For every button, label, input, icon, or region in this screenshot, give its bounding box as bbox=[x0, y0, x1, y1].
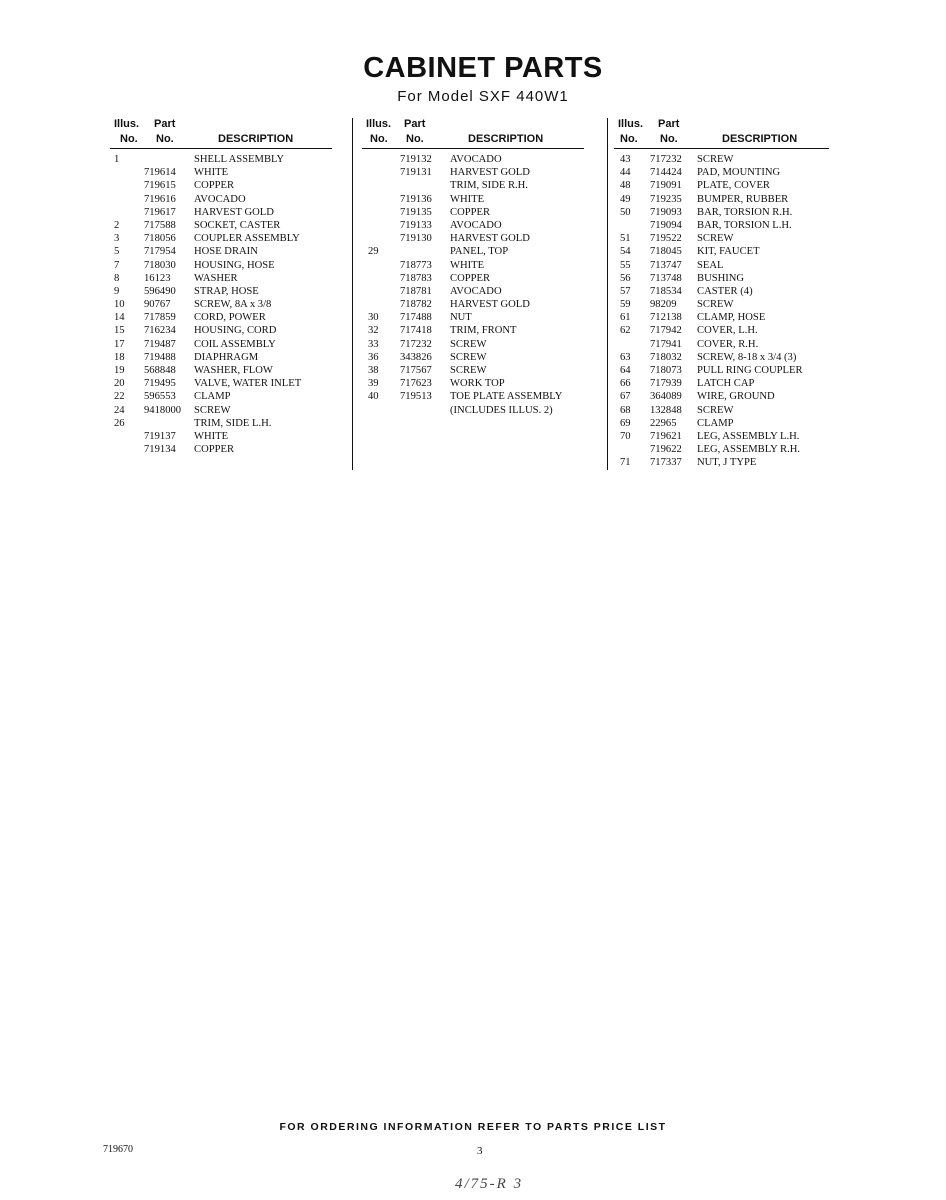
illus-number: 38 bbox=[368, 365, 379, 376]
part-description: COVER, R.H. bbox=[697, 338, 759, 350]
part-row bbox=[614, 285, 829, 298]
part-number: 717942 bbox=[650, 325, 682, 337]
part-row bbox=[110, 206, 332, 219]
part-number: 718073 bbox=[650, 365, 682, 376]
parts-column-2 bbox=[362, 118, 584, 417]
part-description: (INCLUDES ILLUS. 2) bbox=[450, 404, 553, 416]
part-row bbox=[614, 311, 829, 324]
part-row bbox=[110, 153, 332, 166]
part-description: AVOCADO bbox=[450, 285, 502, 297]
part-row bbox=[362, 259, 584, 272]
part-number: 718056 bbox=[144, 233, 176, 245]
part-description: VALVE, WATER INLET bbox=[194, 378, 302, 390]
page-number: 3 bbox=[477, 1145, 483, 1157]
description-label: DESCRIPTION bbox=[468, 133, 544, 145]
part-description: CLAMP bbox=[194, 391, 231, 403]
illus-no-label: No. bbox=[370, 133, 388, 145]
part-number: 718030 bbox=[144, 259, 176, 271]
part-number: 596553 bbox=[144, 391, 176, 403]
part-description: TRIM, FRONT bbox=[450, 325, 517, 337]
part-number: 716234 bbox=[144, 325, 176, 337]
part-description: BAR, TORSION L.H. bbox=[697, 219, 792, 231]
part-number: 719133 bbox=[400, 219, 432, 231]
part-row bbox=[110, 179, 332, 192]
part-number: 717954 bbox=[144, 246, 176, 258]
part-description: DIAPHRAGM bbox=[194, 351, 259, 363]
part-no-label: No. bbox=[660, 133, 678, 145]
part-number: 132848 bbox=[650, 404, 682, 416]
part-number: 717567 bbox=[400, 365, 432, 376]
part-description: CLAMP bbox=[697, 417, 734, 429]
part-description: BUSHING bbox=[697, 272, 745, 284]
part-number: 714424 bbox=[650, 167, 682, 179]
part-description: WIRE, GROUND bbox=[697, 391, 775, 403]
part-row bbox=[614, 456, 829, 469]
part-description: CLAMP, HOSE bbox=[697, 312, 766, 324]
part-description: SCREW bbox=[450, 351, 487, 363]
part-number: 90767 bbox=[144, 299, 171, 311]
part-row bbox=[110, 219, 332, 232]
part-description: BUMPER, RUBBER bbox=[697, 193, 789, 205]
part-label: Part bbox=[404, 118, 426, 130]
part-number: 718045 bbox=[650, 246, 682, 258]
part-description: HARVEST GOLD bbox=[450, 233, 530, 245]
illus-number: 3 bbox=[114, 233, 120, 245]
part-description: HOSE DRAIN bbox=[194, 246, 258, 258]
illus-label: Illus. bbox=[618, 118, 644, 130]
header-rule bbox=[614, 148, 829, 149]
illus-number: 54 bbox=[620, 246, 631, 258]
illus-number: 69 bbox=[620, 417, 631, 429]
part-description: HARVEST GOLD bbox=[450, 299, 530, 311]
part-row bbox=[614, 179, 829, 192]
part-row bbox=[362, 166, 584, 179]
part-number: 718781 bbox=[400, 285, 432, 297]
part-row bbox=[614, 443, 829, 456]
illus-number: 67 bbox=[620, 391, 631, 403]
part-number: 596490 bbox=[144, 285, 176, 297]
part-description: WHITE bbox=[450, 259, 485, 271]
illus-number: 20 bbox=[114, 378, 125, 390]
part-label: Part bbox=[154, 118, 176, 130]
illus-no-label: No. bbox=[120, 133, 138, 145]
part-row bbox=[362, 245, 584, 258]
part-number: 568848 bbox=[144, 365, 176, 376]
part-description: NUT bbox=[450, 312, 472, 324]
part-number: 343826 bbox=[400, 351, 432, 363]
illus-number: 30 bbox=[368, 312, 379, 324]
part-description: BAR, TORSION R.H. bbox=[697, 206, 793, 218]
part-description: SCREW bbox=[697, 233, 734, 245]
part-row bbox=[362, 377, 584, 390]
part-row bbox=[110, 338, 332, 351]
part-row bbox=[110, 259, 332, 272]
column-divider bbox=[352, 118, 353, 470]
illus-number: 66 bbox=[620, 378, 631, 390]
illus-number: 9 bbox=[114, 285, 120, 297]
part-number: 717337 bbox=[650, 457, 682, 469]
illus-label: Illus. bbox=[366, 118, 392, 130]
part-row bbox=[110, 245, 332, 258]
part-row bbox=[362, 404, 584, 417]
part-row bbox=[110, 443, 332, 456]
illus-label: Illus. bbox=[114, 118, 140, 130]
part-number: 719522 bbox=[650, 233, 682, 245]
parts-list bbox=[110, 153, 332, 456]
part-description: SCREW bbox=[450, 338, 487, 350]
page-title: CABINET PARTS bbox=[363, 52, 603, 84]
part-description: NUT, J TYPE bbox=[697, 457, 757, 469]
illus-number: 49 bbox=[620, 193, 631, 205]
part-description: COUPLER ASSEMBLY bbox=[194, 233, 300, 245]
part-row bbox=[614, 245, 829, 258]
parts-column-1 bbox=[110, 118, 332, 456]
part-row bbox=[110, 430, 332, 443]
part-number: 719513 bbox=[400, 391, 432, 403]
illus-number: 70 bbox=[620, 430, 631, 442]
part-description: LEG, ASSEMBLY R.H. bbox=[697, 444, 801, 456]
part-number: 718783 bbox=[400, 272, 432, 284]
part-row bbox=[614, 166, 829, 179]
part-description: PULL RING COUPLER bbox=[697, 365, 803, 376]
illus-number: 5 bbox=[114, 246, 120, 258]
part-row bbox=[362, 364, 584, 377]
illus-number: 17 bbox=[114, 338, 125, 350]
part-description: LATCH CAP bbox=[697, 378, 755, 390]
illus-number: 50 bbox=[620, 206, 631, 218]
part-number: 718773 bbox=[400, 259, 432, 271]
part-description: CASTER (4) bbox=[697, 285, 753, 297]
illus-number: 68 bbox=[620, 404, 631, 416]
part-description: PAD, MOUNTING bbox=[697, 167, 781, 179]
part-description: PANEL, TOP bbox=[450, 246, 509, 258]
parts-column-3 bbox=[614, 118, 829, 470]
part-row bbox=[614, 324, 829, 337]
part-number: 719488 bbox=[144, 351, 176, 363]
illus-number: 57 bbox=[620, 285, 631, 297]
illus-number: 44 bbox=[620, 167, 631, 179]
part-description: SHELL ASSEMBLY bbox=[194, 154, 285, 165]
part-row bbox=[110, 298, 332, 311]
part-description: HARVEST GOLD bbox=[450, 167, 530, 179]
illus-number: 62 bbox=[620, 325, 631, 337]
part-number: 9418000 bbox=[144, 404, 182, 416]
part-description: SCREW, 8-18 x 3/4 (3) bbox=[697, 351, 797, 363]
part-row bbox=[614, 232, 829, 245]
part-row bbox=[110, 404, 332, 417]
part-row bbox=[614, 404, 829, 417]
part-description: WHITE bbox=[194, 430, 229, 442]
part-number: 719136 bbox=[400, 193, 432, 205]
parts-list bbox=[614, 153, 829, 470]
part-number: 719135 bbox=[400, 206, 432, 218]
part-description: TRIM, SIDE L.H. bbox=[194, 417, 272, 429]
part-row bbox=[614, 377, 829, 390]
part-row bbox=[362, 193, 584, 206]
illus-number: 19 bbox=[114, 365, 125, 376]
description-label: DESCRIPTION bbox=[218, 133, 294, 145]
part-row bbox=[362, 311, 584, 324]
part-number: 719130 bbox=[400, 233, 432, 245]
part-number: 717939 bbox=[650, 378, 682, 390]
part-no-label: No. bbox=[156, 133, 174, 145]
part-description: AVOCADO bbox=[450, 219, 502, 231]
illus-number: 26 bbox=[114, 417, 125, 429]
illus-number: 40 bbox=[368, 391, 379, 403]
part-row bbox=[362, 285, 584, 298]
part-number: 719093 bbox=[650, 206, 682, 218]
part-description: KIT, FAUCET bbox=[697, 246, 760, 258]
part-row bbox=[614, 259, 829, 272]
illus-number: 71 bbox=[620, 457, 631, 469]
part-row bbox=[362, 232, 584, 245]
part-description: TOE PLATE ASSEMBLY bbox=[450, 391, 563, 403]
part-label: Part bbox=[658, 118, 680, 130]
part-description: SCREW bbox=[697, 299, 734, 311]
part-number: 719622 bbox=[650, 444, 682, 456]
column-divider bbox=[607, 118, 608, 470]
part-row bbox=[110, 390, 332, 403]
part-row bbox=[362, 338, 584, 351]
header-rule bbox=[110, 148, 332, 149]
illus-number: 29 bbox=[368, 246, 379, 258]
part-row bbox=[362, 219, 584, 232]
part-description: HARVEST GOLD bbox=[194, 206, 274, 218]
part-row bbox=[362, 390, 584, 403]
part-row bbox=[614, 272, 829, 285]
part-row bbox=[110, 272, 332, 285]
part-number: 719621 bbox=[650, 430, 682, 442]
part-description: COIL ASSEMBLY bbox=[194, 338, 276, 350]
part-row bbox=[614, 298, 829, 311]
illus-number: 32 bbox=[368, 325, 379, 337]
part-row bbox=[110, 232, 332, 245]
illus-number: 10 bbox=[114, 299, 125, 311]
part-description: SCREW, 8A x 3/8 bbox=[194, 299, 272, 311]
illus-number: 33 bbox=[368, 338, 379, 350]
part-number: 719615 bbox=[144, 180, 176, 192]
part-number: 98209 bbox=[650, 299, 677, 311]
part-row bbox=[614, 417, 829, 430]
part-description: TRIM, SIDE R.H. bbox=[450, 180, 528, 192]
part-description: SEAL bbox=[697, 259, 724, 271]
part-description: COPPER bbox=[450, 206, 491, 218]
part-description: PLATE, COVER bbox=[697, 180, 770, 192]
part-row bbox=[110, 351, 332, 364]
illus-number: 24 bbox=[114, 404, 125, 416]
part-row bbox=[362, 351, 584, 364]
model-subtitle: For Model SXF 440W1 bbox=[397, 88, 569, 105]
part-number: 719131 bbox=[400, 167, 432, 179]
illus-number: 56 bbox=[620, 272, 631, 284]
illus-number: 15 bbox=[114, 325, 125, 337]
part-description: WHITE bbox=[450, 193, 485, 205]
ordering-note: FOR ORDERING INFORMATION REFER TO PARTS PRICE LIST bbox=[279, 1121, 667, 1133]
part-row bbox=[614, 351, 829, 364]
part-number: 719137 bbox=[144, 430, 176, 442]
part-description: SCREW bbox=[697, 154, 734, 165]
part-description: HOUSING, CORD bbox=[194, 325, 277, 337]
illus-number: 59 bbox=[620, 299, 631, 311]
part-no-label: No. bbox=[406, 133, 424, 145]
part-row bbox=[362, 206, 584, 219]
part-description: CORD, POWER bbox=[194, 312, 266, 324]
part-row bbox=[362, 298, 584, 311]
header-rule bbox=[362, 148, 584, 149]
handwritten-note: 4/75-R 3 bbox=[455, 1176, 524, 1192]
part-number: 717588 bbox=[144, 219, 176, 231]
part-number: 717941 bbox=[650, 338, 682, 350]
part-description: AVOCADO bbox=[450, 154, 502, 165]
part-number: 717418 bbox=[400, 325, 432, 337]
part-row bbox=[110, 377, 332, 390]
part-row bbox=[362, 153, 584, 166]
part-row bbox=[614, 206, 829, 219]
part-row bbox=[614, 338, 829, 351]
part-number: 717859 bbox=[144, 312, 176, 324]
part-description: LEG, ASSEMBLY L.H. bbox=[697, 430, 800, 442]
illus-number: 63 bbox=[620, 351, 631, 363]
part-description: COPPER bbox=[194, 444, 235, 456]
illus-number: 64 bbox=[620, 365, 631, 376]
part-number: 713747 bbox=[650, 259, 682, 271]
part-description: WHITE bbox=[194, 167, 229, 179]
part-description: WORK TOP bbox=[450, 378, 505, 390]
illus-number: 43 bbox=[620, 154, 631, 165]
part-description: COVER, L.H. bbox=[697, 325, 758, 337]
part-description: COPPER bbox=[194, 180, 235, 192]
illus-number: 51 bbox=[620, 233, 631, 245]
part-number: 719132 bbox=[400, 154, 432, 165]
illus-no-label: No. bbox=[620, 133, 638, 145]
illus-number: 36 bbox=[368, 351, 379, 363]
part-number: 718782 bbox=[400, 299, 432, 311]
part-row bbox=[614, 364, 829, 377]
part-number: 713748 bbox=[650, 272, 682, 284]
part-number: 719091 bbox=[650, 180, 682, 192]
part-number: 712138 bbox=[650, 312, 682, 324]
part-description: SCREW bbox=[697, 404, 734, 416]
illus-number: 18 bbox=[114, 351, 125, 363]
part-number: 719617 bbox=[144, 206, 176, 218]
part-description: WASHER bbox=[194, 272, 238, 284]
part-row bbox=[110, 364, 332, 377]
part-number: 718032 bbox=[650, 351, 682, 363]
part-row bbox=[362, 179, 584, 192]
part-description: SCREW bbox=[450, 365, 487, 376]
part-number: 719614 bbox=[144, 167, 176, 179]
part-number: 719616 bbox=[144, 193, 176, 205]
part-row bbox=[614, 219, 829, 232]
illus-number: 55 bbox=[620, 259, 631, 271]
part-number: 717232 bbox=[400, 338, 432, 350]
part-description: WASHER, FLOW bbox=[194, 365, 273, 376]
part-description: HOUSING, HOSE bbox=[194, 259, 275, 271]
part-number: 717232 bbox=[650, 154, 682, 165]
illus-number: 61 bbox=[620, 312, 631, 324]
part-row bbox=[614, 430, 829, 443]
part-number: 717488 bbox=[400, 312, 432, 324]
illus-number: 14 bbox=[114, 312, 125, 324]
part-row bbox=[614, 390, 829, 403]
illus-number: 48 bbox=[620, 180, 631, 192]
document-number: 719670 bbox=[103, 1144, 133, 1155]
part-number: 719495 bbox=[144, 378, 176, 390]
illus-number: 7 bbox=[114, 259, 120, 271]
part-row bbox=[110, 311, 332, 324]
description-label: DESCRIPTION bbox=[722, 133, 798, 145]
part-row bbox=[110, 324, 332, 337]
illus-number: 1 bbox=[114, 154, 120, 165]
part-row bbox=[110, 166, 332, 179]
illus-number: 22 bbox=[114, 391, 125, 403]
part-row bbox=[614, 153, 829, 166]
part-number: 717623 bbox=[400, 378, 432, 390]
illus-number: 2 bbox=[114, 219, 120, 231]
part-description: SOCKET, CASTER bbox=[194, 219, 281, 231]
part-number: 718534 bbox=[650, 285, 682, 297]
part-number: 719094 bbox=[650, 219, 682, 231]
part-row bbox=[362, 272, 584, 285]
part-number: 719134 bbox=[144, 444, 176, 456]
part-row bbox=[110, 285, 332, 298]
part-row bbox=[362, 324, 584, 337]
part-number: 719487 bbox=[144, 338, 176, 350]
parts-list bbox=[362, 153, 584, 417]
part-number: 16123 bbox=[144, 272, 171, 284]
part-description: SCREW bbox=[194, 404, 231, 416]
part-description: STRAP, HOSE bbox=[194, 285, 259, 297]
illus-number: 39 bbox=[368, 378, 379, 390]
part-number: 719235 bbox=[650, 193, 682, 205]
part-description: AVOCADO bbox=[194, 193, 246, 205]
illus-number: 8 bbox=[114, 272, 120, 284]
part-number: 364089 bbox=[650, 391, 682, 403]
part-row bbox=[110, 193, 332, 206]
part-description: COPPER bbox=[450, 272, 491, 284]
part-row bbox=[614, 193, 829, 206]
part-row bbox=[110, 417, 332, 430]
part-number: 22965 bbox=[650, 417, 677, 429]
